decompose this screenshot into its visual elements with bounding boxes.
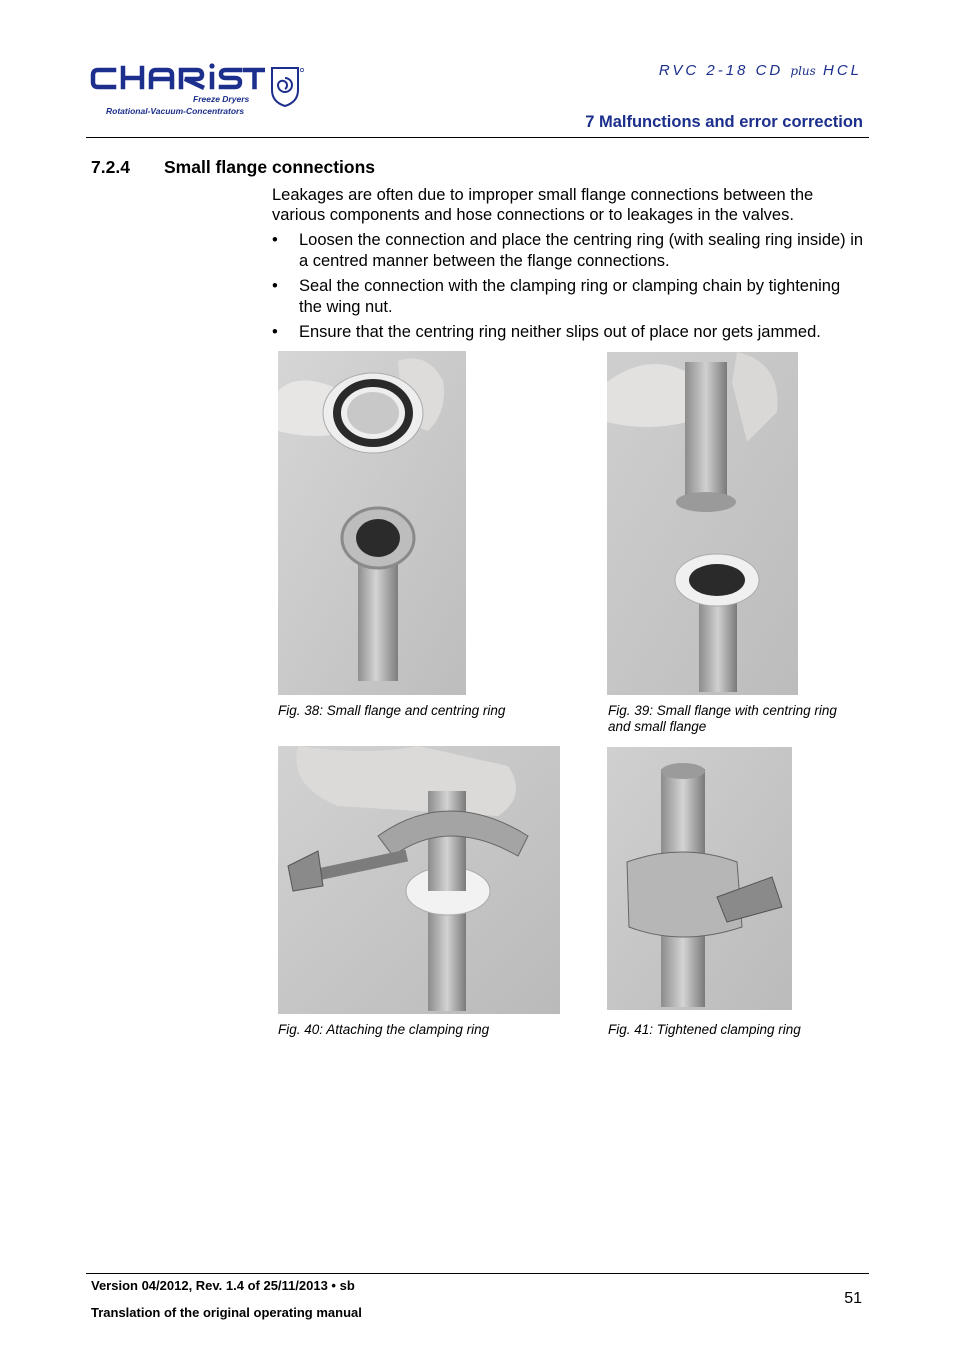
list-item-text: Seal the connection with the clamping ring or clamping chain by tightening the wing nut.	[299, 277, 841, 316]
section-title: Small flange connections	[164, 157, 376, 177]
fig-39-caption: Fig. 39: Small flange with centring ring and small flange	[608, 703, 837, 734]
fig-38-caption: Fig. 38: Small flange and centring ring	[278, 703, 506, 718]
footer-version: Version 04/2012, Rev. 1.4 of 25/11/2013 • sb	[91, 1278, 355, 1293]
fig-41-photo	[607, 747, 792, 1010]
footer-divider	[86, 1273, 869, 1274]
fig-40-photo	[278, 746, 560, 1014]
list-item	[272, 322, 864, 343]
model-name	[600, 62, 862, 79]
logo-tagline-freeze-dryers: Freeze Dryers	[193, 94, 250, 104]
page-number: 51	[844, 1290, 862, 1307]
fig-40-caption: Fig. 40: Attaching the clamping ring	[278, 1022, 490, 1037]
fig-39-photo	[607, 352, 798, 695]
list-item	[272, 230, 864, 271]
chapter-heading: 7 Malfunctions and error correction	[585, 113, 863, 131]
list-item-text: Loosen the connection and place the centring ring (with sealing ring inside) in a centred manner between the flange connections.	[299, 231, 864, 270]
model-main: RVC 2-18 CD	[658, 62, 784, 79]
header-divider	[86, 137, 869, 138]
christ-emblem-icon	[270, 66, 304, 108]
footer-translation-note: Translation of the original operating manual	[91, 1305, 362, 1320]
model-suffix: HCL	[822, 62, 862, 79]
instruction-list	[272, 230, 864, 348]
model-plus: plus	[790, 64, 816, 78]
bullet-icon: •	[272, 323, 278, 341]
fig-38-photo	[278, 351, 466, 695]
logo-tagline-rvc: Rotational-Vacuum-Concentrators	[106, 106, 245, 116]
list-item	[272, 276, 864, 317]
section-number: 7.2.4	[91, 157, 130, 177]
bullet-icon: •	[272, 277, 278, 295]
list-item-text: Ensure that the centring ring neither slips out of place nor gets jammed.	[299, 323, 821, 341]
bullet-icon: •	[272, 231, 278, 249]
intro-paragraph: Leakages are often due to improper small flange connections between the various components and hose connections or to leakages in the valves.	[272, 186, 814, 224]
fig-41-caption: Fig. 41: Tightened clamping ring	[608, 1022, 801, 1037]
